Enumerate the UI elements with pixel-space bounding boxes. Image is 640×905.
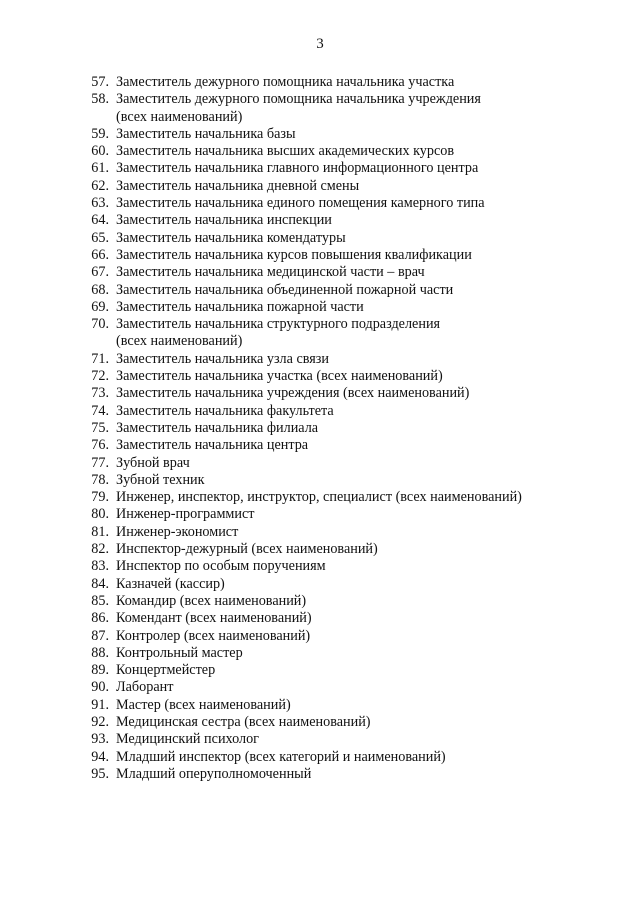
list-item [76,212,626,229]
item-number: 58. [91,91,109,108]
list-item [76,368,626,385]
item-text: Казначей (кассир) [116,575,225,592]
list-item [76,714,626,731]
list-item [76,506,626,523]
list-item [76,662,626,679]
list-item [76,195,626,212]
item-number: 64. [91,212,109,229]
item-number: 90. [91,679,109,696]
item-number: 88. [91,644,109,661]
list-item [76,558,626,575]
item-text: Заместитель начальника филиала [116,419,319,436]
list-item [76,91,626,126]
item-text: Концертмейстер [116,662,216,679]
item-number: 67. [91,264,109,281]
item-number: 89. [91,662,109,679]
item-number: 91. [91,696,109,713]
item-text: Заместитель дежурного помощника начальника участка [116,74,455,90]
list-item [76,524,626,541]
item-text: Мастер (всех наименований) [116,696,291,713]
item-number: 82. [91,541,109,558]
list-item [76,143,626,160]
item-number: 75. [91,419,109,436]
item-text: Младший инспектор (всех категорий и наименований) [116,748,446,765]
item-number: 76. [91,437,109,454]
item-text: Инспектор по особым поручениям [116,558,326,575]
item-text: Заместитель дежурного помощника начальника учреждения (всех наименований) [116,91,481,125]
item-number: 72. [91,368,109,385]
item-number: 78. [91,471,109,488]
item-number: 70. [91,316,109,333]
item-number: 59. [91,125,109,142]
item-text: Заместитель начальника факультета [116,402,334,419]
item-text: Заместитель начальника дневной смены [116,177,360,194]
item-number: 68. [91,281,109,298]
item-text: Заместитель начальника медицинской части – врач [116,264,425,281]
list-item [76,282,626,299]
item-text: Заместитель начальника узла связи [116,350,330,367]
item-number: 57. [91,74,109,90]
list-item [76,316,626,351]
item-number: 79. [91,489,109,506]
list-item [76,299,626,316]
list-item [76,697,626,714]
item-text: Заместитель начальника объединенной пожарной части [116,281,454,298]
list-item [76,541,626,558]
item-number: 81. [91,523,109,540]
item-number: 60. [91,143,109,160]
item-text: Заместитель начальника учреждения (всех наименований) [116,385,470,402]
item-text: Зубной врач [116,454,190,471]
item-text: Медицинский психолог [116,731,259,748]
item-text: Заместитель начальника структурного подразделения (всех наименований) [116,316,441,350]
item-text: Заместитель начальника центра [116,437,309,454]
list-item [76,437,626,454]
list-item [76,731,626,748]
list-item [76,178,626,195]
item-text: Контролер (всех наименований) [116,627,311,644]
list-item [76,766,626,783]
list-item [76,472,626,489]
list-item [76,264,626,281]
list-item [76,749,626,766]
item-text: Заместитель начальника комендатуры [116,229,346,246]
list-item [76,610,626,627]
item-text: Заместитель начальника пожарной части [116,298,364,315]
item-text: Младший оперуполномоченный [116,765,312,782]
list-item [76,385,626,402]
item-number: 73. [91,385,109,402]
page-number: 3 [316,36,324,52]
list-item [76,247,626,264]
item-text: Командир (всех наименований) [116,592,307,609]
item-number: 62. [91,177,109,194]
list-item [76,679,626,696]
list-item [76,230,626,247]
list-item [76,74,626,91]
item-text: Комендант (всех наименований) [116,610,312,627]
item-number: 92. [91,713,109,730]
item-number: 84. [91,575,109,592]
list-item [76,420,626,437]
item-number: 61. [91,160,109,177]
item-number: 85. [91,592,109,609]
item-text: Заместитель начальника высших академических курсов [116,143,455,160]
item-number: 65. [91,229,109,246]
list-item [76,455,626,472]
list-item [76,351,626,368]
item-text: Заместитель начальника участка (всех наименований) [116,368,443,385]
item-text: Медицинская сестра (всех наименований) [116,713,371,730]
item-number: 93. [91,731,109,748]
item-text: Заместитель начальника курсов повышения квалификации [116,246,472,263]
item-number: 63. [91,195,109,212]
item-text: Лаборант [116,679,174,696]
item-number: 94. [91,748,109,765]
item-text: Контрольный мастер [116,644,243,661]
item-text: Заместитель начальника главного информационного центра [116,160,479,177]
item-text: Инженер, инспектор, инструктор, специалист (всех наименований) [116,489,522,506]
item-number: 71. [91,350,109,367]
list-item [76,489,626,506]
list-item [76,126,626,143]
list-item [76,160,626,177]
item-number: 83. [91,558,109,575]
item-text: Заместитель начальника базы [116,125,296,142]
item-text: Зубной техник [116,471,205,488]
item-number: 80. [91,506,109,523]
item-text: Инженер-экономист [116,523,239,540]
item-text: Инспектор-дежурный (всех наименований) [116,541,378,558]
item-number: 86. [91,610,109,627]
item-number: 87. [91,627,109,644]
item-text: Заместитель начальника единого помещения камерного типа [116,195,485,212]
item-number: 77. [91,454,109,471]
list-item [76,628,626,645]
item-number: 95. [91,765,109,782]
list-item [76,593,626,610]
list-item [76,645,626,662]
item-text: Заместитель начальника инспекции [116,212,332,229]
item-number: 74. [91,402,109,419]
position-list [76,74,626,783]
item-number: 69. [91,298,109,315]
list-item [76,403,626,420]
list-item [76,576,626,593]
item-number: 66. [91,246,109,263]
item-text: Инженер-программист [116,506,255,523]
